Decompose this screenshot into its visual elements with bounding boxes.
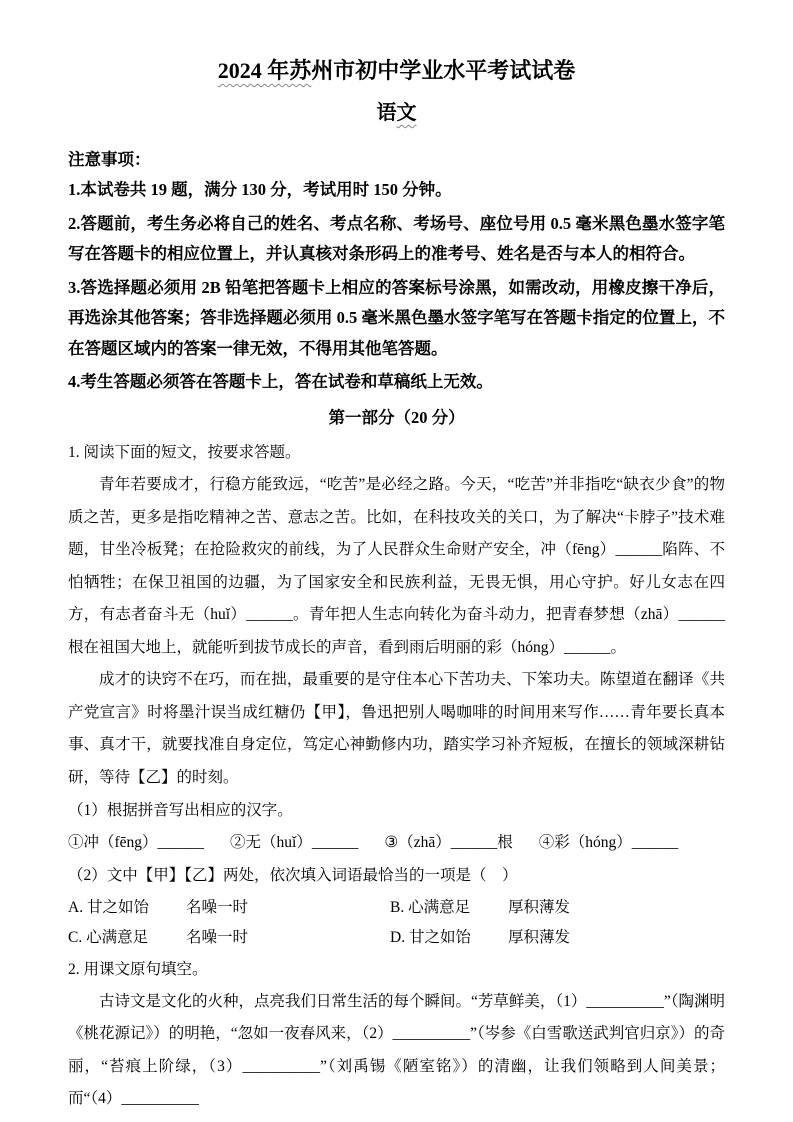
- question-2-stem: 2. 用课文原句填空。: [68, 960, 208, 978]
- paper-subtitle: [68, 99, 725, 127]
- option-a: [68, 894, 390, 922]
- pinyin-blank-1: ①冲（fēng）______: [68, 834, 205, 852]
- option-d: [390, 924, 725, 952]
- question-1-passage-paragraph-1: 青年若要成才，行稳方能致远，“吃苦”是必经之路。今天，“吃苦”并非指吃“缺衣少食”的物质之苦，更多是指吃精神之苦、意志之苦。比如，在科技攻关的关口，为了解决“卡脖子”技术难题，甘坐冷板凳；在抢险救灾的前线，为了人民群众生命财产安全，冲（fēng）______陷阵、不怕牺牲；在保卫祖国的边疆，为了国家安全和民族利益，无畏无惧，用心守护。好儿女志在四方，有志者奋斗无（huǐ）______。青年把人生志向转化为奋斗动力，把青春梦想（zhā）______根在祖国大地上，就能听到拔节成长的声音，看到雨后明丽的彩（hóng）______。: [68, 476, 725, 656]
- paper-title-rest-segment: 州市初中学业水平考试试卷: [311, 58, 576, 83]
- notice-heading: 注意事项：: [68, 149, 151, 169]
- notice-item-3: 3.答选择题必须用 2B 铅笔把答题卡上相应的答案标号涂黑，如需改动，用橡皮擦干净后，再选涂其他答案；答非选择题必须用 0.5 毫米黑色墨水签字笔写在答题卡指定的位置上，不在答题区域内的答案一律无效，不得用其他笔答题。: [68, 277, 725, 358]
- notice-item-1: 1.本试卷共 19 题，满分 130 分，考试用时 150 分钟。: [68, 180, 452, 200]
- pinyin-blank-2: ②无（huǐ）______: [230, 834, 359, 852]
- notice-item-4: 4.考生答题必须答在答题卡上，答在试卷和草稿纸上无效。: [68, 372, 493, 392]
- paper-title: [68, 56, 725, 87]
- pinyin-blank-3: ③（zhā）______根: [384, 834, 513, 852]
- option-a-word2: 名噪一时: [186, 899, 249, 917]
- paper-title-wavy-segment: 2024 年苏: [217, 58, 312, 83]
- option-b-label: B. 心满意足: [390, 899, 471, 917]
- option-d-word2: 厚积薄发: [508, 929, 571, 947]
- question-1-passage-paragraph-2: 成才的诀窍不在巧，而在拙，最重要的是守住本心下苦功夫、下笨功夫。陈望道在翻译《共产党宣言》时将墨汁误当成红糖仍【甲】，鲁迅把别人喝咖啡的时间用来写作……青年要长真本事、真才干，就要找准自身定位，笃定心神勤修内功，踏实学习补齐短板，在擅长的领域深耕钻研，等待【乙】的时刻。: [68, 671, 725, 786]
- option-c-label: C. 心满意足: [68, 929, 149, 947]
- paper-subtitle-rest-segment: 语: [376, 101, 397, 124]
- paper-subtitle-wavy-segment: 文: [396, 101, 417, 124]
- question-1-sub-1: （1）根据拼音写出相应的汉字。: [68, 801, 293, 819]
- option-c: [68, 924, 390, 952]
- question-1-sub-2: （2）文中【甲】【乙】两处，依次填入词语最恰当的一项是（ ）: [68, 866, 518, 884]
- question-1-stem: 1. 阅读下面的短文，按要求答题。: [68, 444, 301, 462]
- pinyin-blank-4: ④彩（hóng）______: [538, 834, 679, 852]
- question-2-passage: 古诗文是文化的火种，点亮我们日常生活的每个瞬间。“芳草鲜美，（1）__________”（陶渊明《桃花源记》）的明艳，“忽如一夜春风来，（2）__________”（岑参《白雪歌送武判官归京》）的奇丽，“苔痕上阶绿，（3）__________”（刘禹锡《陋室铭》）的清幽，让我们领略到人间美景；而“（4）__________: [68, 992, 726, 1108]
- section-heading: 第一部分（20 分）: [328, 407, 465, 427]
- pinyin-blanks-row: [68, 827, 725, 860]
- question-1-options: [68, 894, 725, 952]
- notice-item-2: 2.答题前，考生务必将自己的姓名、考点名称、考场号、座位号用 0.5 毫米黑色墨水签字笔写在答题卡的相应位置上，并认真核对条形码上的准考号、姓名是否与本人的相符合。: [68, 213, 725, 264]
- option-c-word2: 名噪一时: [186, 929, 249, 947]
- option-b: [390, 894, 725, 922]
- option-b-word2: 厚积薄发: [508, 899, 571, 917]
- option-a-label: A. 甘之如饴: [68, 899, 149, 917]
- option-d-label: D. 甘之如饴: [390, 929, 471, 947]
